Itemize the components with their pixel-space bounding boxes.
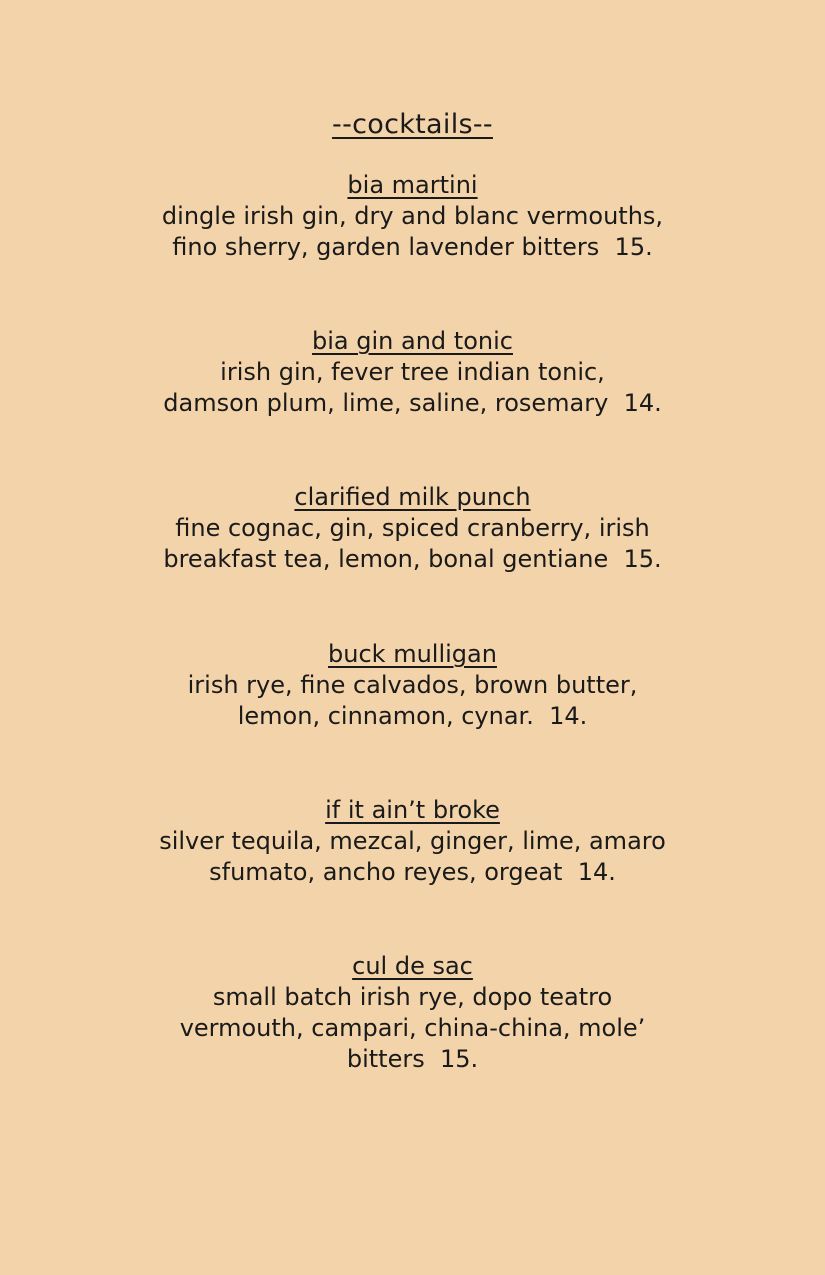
menu-item-clarified-milk-punch [0,482,825,575]
menu-item-if-it-aint-broke [0,795,825,888]
drink-description-line: fino sherry, garden lavender bitters 15. [172,233,653,261]
drink-description-line: irish rye, fine calvados, brown butter, [187,671,638,699]
drink-description-line: small batch irish rye, dopo teatro [212,983,613,1011]
drink-description-line: damson plum, lime, saline, rosemary 14. [163,389,662,417]
drink-description-line: dingle irish gin, dry and blanc vermouths, [161,202,664,230]
menu-item-bia-martini [0,170,825,263]
menu-item-cul-de-sac [0,951,825,1075]
menu-title: --cocktails-- [332,109,493,140]
drink-description-line: lemon, cinnamon, cynar. 14. [237,702,588,730]
drink-description-line: sfumato, ancho reyes, orgeat 14. [209,858,616,886]
drink-name: if it ain’t broke [325,796,500,824]
drink-description-line: vermouth, campari, china-china, mole’ [179,1014,646,1042]
menu-item-bia-gin-and-tonic [0,326,825,419]
drink-name: cul de sac [352,952,473,980]
drink-name: bia martini [347,171,478,199]
drink-name: bia gin and tonic [312,327,513,355]
drink-description-line: bitters 15. [346,1045,479,1073]
drink-description-line: silver tequila, mezcal, ginger, lime, amaro [159,827,666,855]
drink-description-line: fine cognac, gin, spiced cranberry, irish [175,514,650,542]
drink-name: clarified milk punch [294,483,531,511]
drink-description-line: breakfast tea, lemon, bonal gentiane 15. [163,545,662,573]
menu-item-buck-mulligan [0,639,825,732]
drink-description-line: irish gin, fever tree indian tonic, [220,358,605,386]
drink-name: buck mulligan [328,640,497,668]
